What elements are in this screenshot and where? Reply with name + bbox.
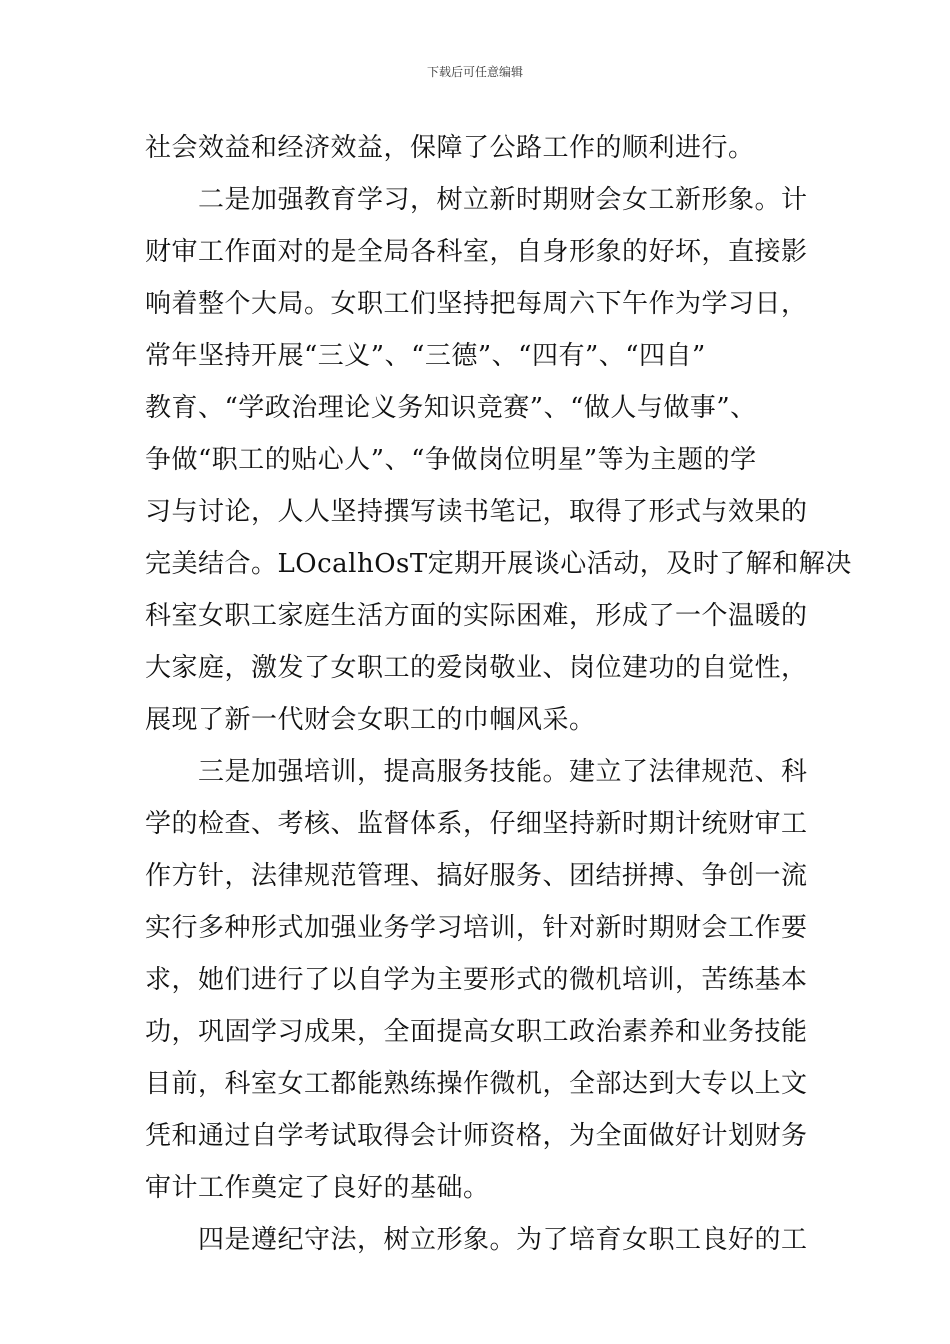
text-line: 目前，科室女工都能熟练操作微机，全部达到大专以上文 <box>145 1069 808 1099</box>
text-line: 完美结合。LOcalhOsT定期开展谈心活动，及时了解和解决 <box>145 549 852 579</box>
text-line: 社会效益和经济效益，保障了公路工作的顺利进行。 <box>145 133 755 163</box>
text-line: 作方针，法律规范管理、搞好服务、团结拼搏、争创一流 <box>145 861 808 891</box>
text-line: 习与讨论，人人坚持撰写读书笔记，取得了形式与效果的 <box>145 497 808 527</box>
text-line: 学的检查、考核、监督体系，仔细坚持新时期计统财审工 <box>145 809 808 839</box>
text-line: 审计工作奠定了良好的基础。 <box>145 1173 490 1203</box>
text-line: 实行多种形式加强业务学习培训，针对新时期财会工作要 <box>145 913 808 943</box>
text-line: 二是加强教育学习，树立新时期财会女工新形象。计 <box>145 185 808 215</box>
text-line: 凭和通过自学考试取得会计师资格，为全面做好计划财务 <box>145 1121 808 1151</box>
text-line: 功，巩固学习成果，全面提高女职工政治素养和业务技能 <box>145 1017 808 1047</box>
text-line: 三是加强培训，提高服务技能。建立了法律规范、科 <box>145 757 808 787</box>
text-line: 财审工作面对的是全局各科室，自身形象的好坏，直接影 <box>145 237 808 267</box>
text-line: 科室女职工家庭生活方面的实际困难，形成了一个温暖的 <box>145 601 808 631</box>
text-line: 大家庭，激发了女职工的爱岗敬业、岗位建功的自觉性， <box>145 653 808 683</box>
text-line: 常年坚持开展“三义”、“三德”、“四有”、“四自” <box>145 341 706 371</box>
text-line: 教育、“学政治理论义务知识竞赛”、“做人与做事”、 <box>145 393 757 423</box>
text-line: 四是遵纪守法，树立形象。为了培育女职工良好的工 <box>145 1225 808 1255</box>
text-line: 展现了新一代财会女职工的巾帼风采。 <box>145 705 596 735</box>
text-line: 求，她们进行了以自学为主要形式的微机培训，苦练基本 <box>145 965 808 995</box>
page-header: 下载后可任意编辑 <box>426 65 523 79</box>
text-line: 争做“职工的贴心人”、“争做岗位明星”等为主题的学 <box>145 445 757 475</box>
text-line: 响着整个大局。女职工们坚持把每周六下午作为学习日， <box>145 289 808 319</box>
